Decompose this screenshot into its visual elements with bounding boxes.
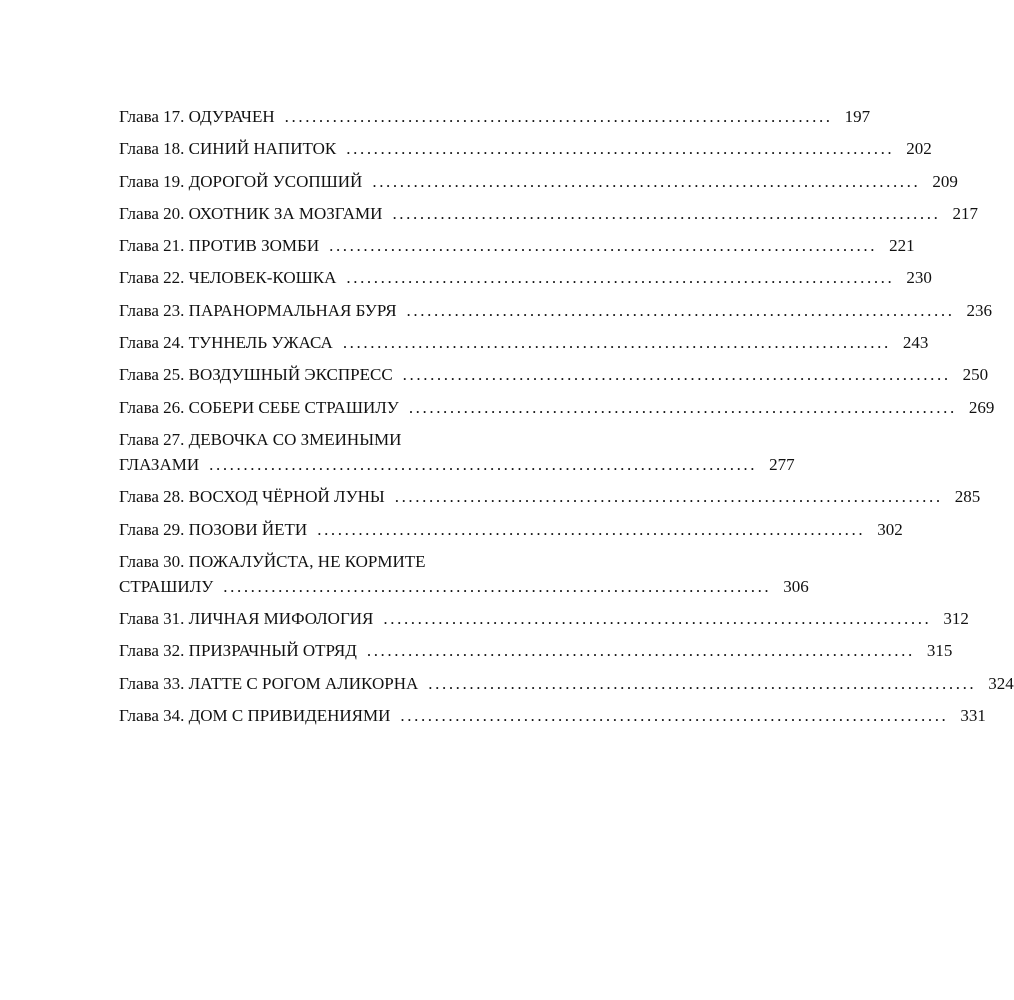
- toc-entry-page: 306: [783, 576, 809, 596]
- toc-entry-title: Глава 30. ПОЖАЛУЙСТА, НЕ КОРМИТЕ: [119, 551, 426, 571]
- toc-entry-title: Глава 31. ЛИЧНАЯ МИФОЛОГИЯ: [119, 609, 374, 629]
- dot-leader: ................................................................................: [317, 519, 866, 539]
- toc-entry-title: Глава 20. ОХОТНИК ЗА МОЗГАМИ: [119, 203, 383, 223]
- toc-entry-title-continued: СТРАШИЛУ: [119, 576, 214, 596]
- toc-entry-page: 331: [960, 706, 986, 726]
- toc-entry-title: Глава 21. ПРОТИВ ЗОМБИ: [119, 236, 320, 256]
- toc-entry-29: [119, 517, 903, 542]
- dot-leader: ................................................................................: [209, 454, 758, 474]
- dot-leader: ................................................................................: [329, 236, 878, 256]
- toc-entry-title: Глава 27. ДЕВОЧКА СО ЗМЕИНЫМИ: [119, 429, 402, 449]
- toc-entry-page: 221: [889, 236, 915, 256]
- toc-entry-25: [119, 362, 989, 387]
- toc-entry-title-continued: ГЛАЗАМИ: [119, 454, 200, 474]
- toc-entry-23: [119, 298, 993, 323]
- toc-entry-27: [119, 427, 795, 477]
- dot-leader: ................................................................................: [366, 641, 915, 661]
- dot-leader: ................................................................................: [284, 107, 833, 126]
- toc-entry-page: 285: [954, 487, 981, 507]
- toc-entry-page: 230: [906, 268, 932, 288]
- toc-entry-24: [119, 330, 929, 355]
- dot-leader: ................................................................................: [383, 609, 932, 629]
- toc-entry-21: [119, 233, 915, 258]
- toc-entry-title: Глава 24. ТУННЕЛЬ УЖАСА: [119, 333, 333, 353]
- dot-leader: ................................................................................: [372, 171, 921, 191]
- toc-entry-title: Глава 33. ЛАТТЕ С РОГОМ АЛИКОРНА: [119, 673, 419, 693]
- toc-entry-28: [119, 484, 981, 509]
- dot-leader: ................................................................................: [406, 300, 955, 320]
- dot-leader: ................................................................................: [342, 333, 891, 353]
- toc-entry-page: 324: [988, 673, 1014, 693]
- dot-leader: ................................................................................: [400, 706, 949, 726]
- toc-entry-26: [119, 395, 995, 420]
- dot-leader: ................................................................................: [392, 203, 941, 223]
- toc-entry-30: [119, 549, 809, 599]
- toc-entry-page: 315: [926, 641, 953, 661]
- toc-entry-page: 277: [769, 454, 795, 474]
- toc-entry-22: [119, 265, 932, 290]
- toc-entry-title: Глава 26. СОБЕРИ СЕБЕ СТРАШИЛУ: [119, 397, 399, 417]
- toc-entry-page: 217: [952, 203, 978, 223]
- toc-entry-18: [119, 136, 932, 161]
- toc-entry-32: [119, 638, 953, 663]
- toc-entry-title: Глава 28. ВОСХОД ЧЁРНОЙ ЛУНЫ: [119, 487, 385, 507]
- toc-entry-page: 236: [966, 300, 993, 320]
- toc-entry-title: Глава 19. ДОРОГОЙ УСОПШИЙ: [119, 171, 363, 191]
- toc-entry-33: [119, 671, 1014, 696]
- toc-entry-page: 312: [943, 609, 969, 629]
- toc-entry-page: 243: [902, 333, 929, 353]
- toc-entry-20: [119, 201, 978, 226]
- dot-leader: ................................................................................: [346, 139, 895, 159]
- dot-leader: ................................................................................: [408, 397, 957, 417]
- toc-entry-page: 202: [906, 139, 932, 159]
- toc-entry-17: [119, 104, 871, 129]
- toc-entry-page: 269: [968, 397, 995, 417]
- toc-entry-title: Глава 23. ПАРАНОРМАЛЬНАЯ БУРЯ: [119, 300, 397, 320]
- toc-entry-title: Глава 22. ЧЕЛОВЕК-КОШКА: [119, 268, 337, 288]
- table-of-contents: [119, 104, 1014, 735]
- toc-entry-page: 302: [877, 519, 903, 539]
- toc-entry-31: [119, 606, 969, 631]
- toc-entry-page: 209: [932, 171, 958, 191]
- toc-entry-page: 197: [844, 107, 871, 126]
- toc-entry-title: Глава 17. ОДУРАЧЕН: [119, 107, 275, 126]
- toc-entry-title: Глава 25. ВОЗДУШНЫЙ ЭКСПРЕСС: [119, 365, 393, 385]
- dot-leader: ................................................................................: [346, 268, 895, 288]
- toc-entry-19: [119, 169, 958, 194]
- toc-entry-title: Глава 32. ПРИЗРАЧНЫЙ ОТРЯД: [119, 641, 357, 661]
- toc-entry-page: 250: [962, 365, 989, 385]
- dot-leader: ................................................................................: [223, 576, 772, 596]
- dot-leader: ................................................................................: [402, 365, 951, 385]
- toc-entry-34: [119, 703, 986, 728]
- toc-entry-title: Глава 18. СИНИЙ НАПИТОК: [119, 139, 337, 159]
- dot-leader: ................................................................................: [428, 673, 977, 693]
- dot-leader: ................................................................................: [394, 487, 943, 507]
- toc-entry-title: Глава 34. ДОМ С ПРИВИДЕНИЯМИ: [119, 706, 391, 726]
- toc-entry-title: Глава 29. ПОЗОВИ ЙЕТИ: [119, 519, 308, 539]
